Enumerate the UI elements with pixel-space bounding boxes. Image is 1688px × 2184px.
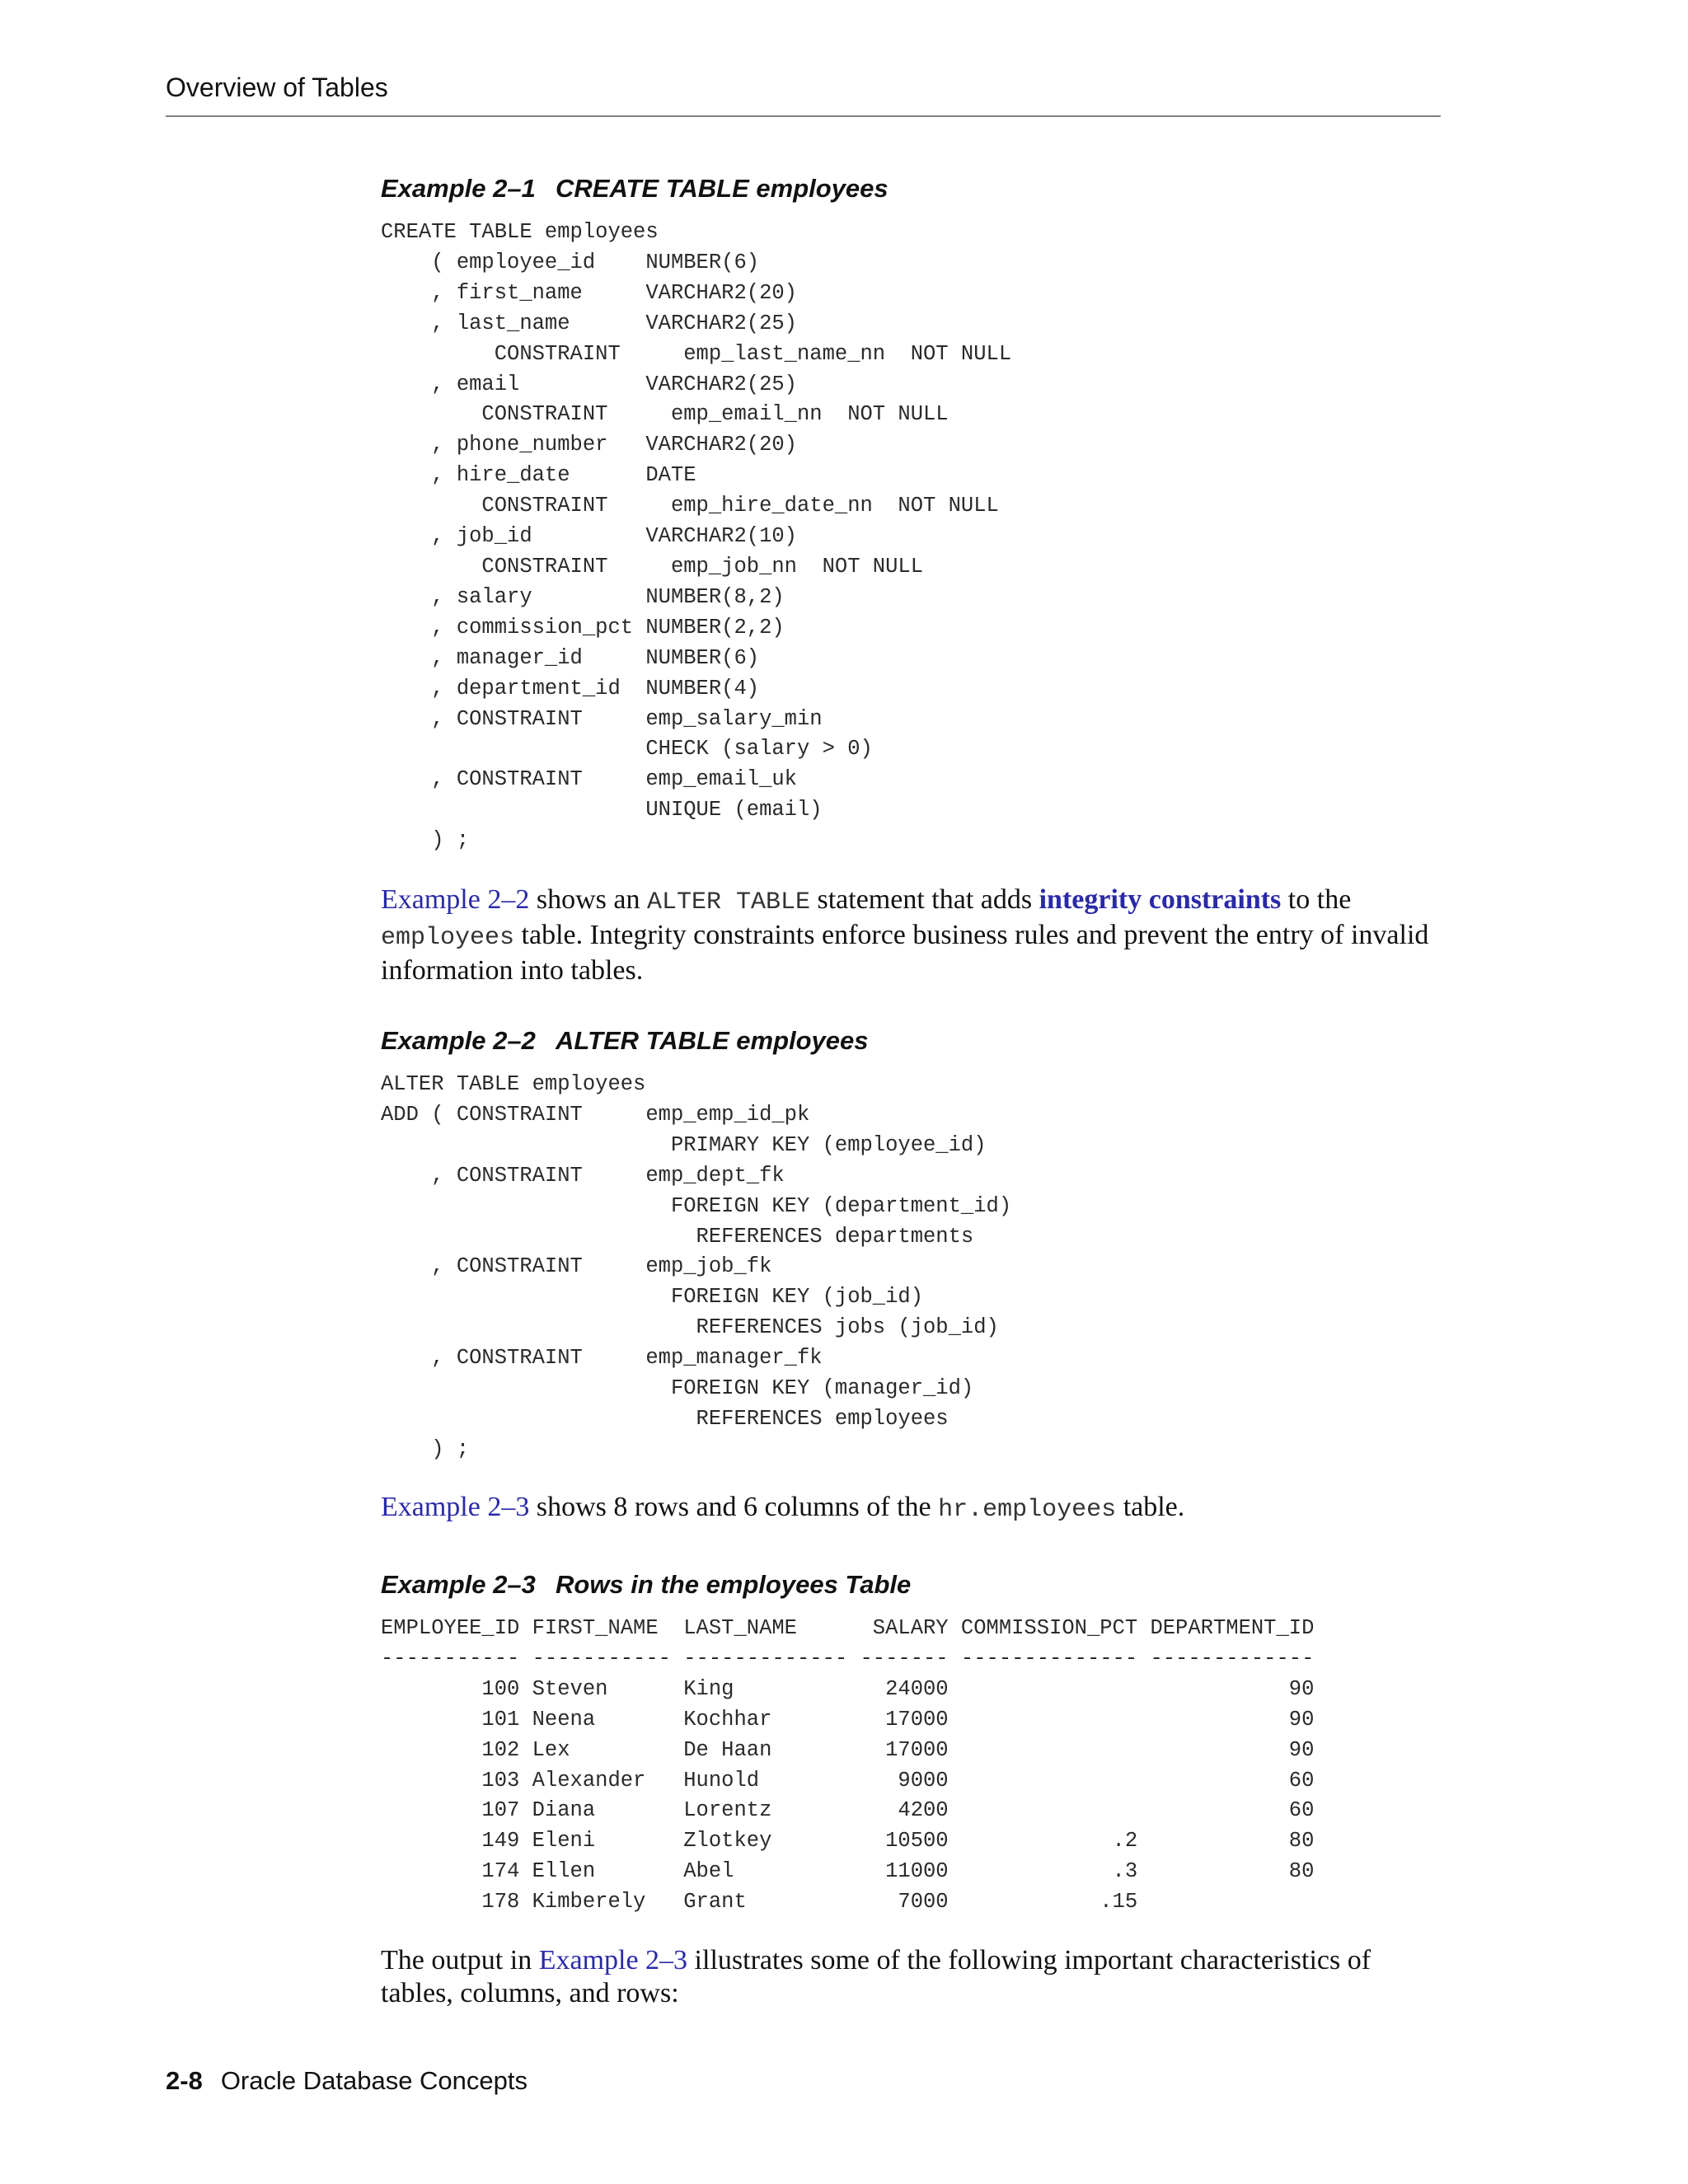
running-header: Overview of Tables	[166, 73, 388, 102]
intro-paragraph-constraints	[381, 883, 1444, 987]
example-title: CREATE TABLE employees	[556, 174, 889, 203]
para-text: to the	[1281, 884, 1352, 915]
link-example-2-2[interactable]: Example 2–2	[381, 884, 530, 915]
para-text: The output in	[381, 1945, 539, 1975]
para-text: statement that adds	[810, 884, 1039, 915]
link-integrity-constraints[interactable]: integrity constraints	[1039, 884, 1282, 915]
para-text: shows an	[529, 884, 647, 915]
page-number: 2-8	[166, 2066, 203, 2095]
link-example-2-3[interactable]: Example 2–3	[538, 1945, 688, 1975]
example-2-1-caption	[381, 174, 889, 204]
example-number: Example 2–1	[381, 174, 536, 203]
alter-table-code: ALTER TABLE employees ADD ( CONSTRAINT emp_emp_id_pk PRIMARY KEY (employee_id) , CONSTRAINT emp_dept_fk FOREIGN KEY (department_id) REFERENCES departments , CONSTRAINT emp_job_fk FOREIGN KEY (job_id) REFERENCES jobs (job_id) , CONSTRAINT emp_manager_fk FOREIGN KEY (manager_id) REFERENCES employees ) ;	[381, 1072, 1012, 1461]
book-title: Oracle Database Concepts	[220, 2066, 528, 2095]
example-number: Example 2–2	[381, 1026, 536, 1055]
intro-paragraph-rows	[381, 1491, 1444, 1526]
inline-code: hr.employees	[938, 1496, 1117, 1524]
create-table-code: CREATE TABLE employees ( employee_id NUMBER(6) , first_name VARCHAR2(20) , last_name VARCHAR2(25) CONSTRAINT emp_last_name_nn NOT NULL , email VARCHAR2(25) CONSTRAINT emp_email_nn NOT NULL , phone_number VARCHAR2(20) , hire_date DATE CONSTRAINT emp_hire_date_nn NOT NULL , job_id VARCHAR2(10) CONSTRAINT emp_job_nn NOT NULL , salary NUMBER(8,2) , commission_pct NUMBER(2,2) , manager_id NUMBER(6) , department_id NUMBER(4) , CONSTRAINT emp_salary_min CHECK (salary > 0) , CONSTRAINT emp_email_uk UNIQUE (email) ) ;	[381, 220, 1012, 853]
example-2-2-caption	[381, 1026, 869, 1056]
para-text: table.	[1116, 1492, 1185, 1522]
inline-code: employees	[381, 924, 515, 952]
inline-code: ALTER TABLE	[646, 888, 810, 916]
employees-rows-output: EMPLOYEE_ID FIRST_NAME LAST_NAME SALARY COMMISSION_PCT DEPARTMENT_ID ----------- ----------- ------------- ------- -------------- ------------- 100 Steven King 24000 90 101 Neena Kochhar 17000 90 102 Lex De Haan 17000 90 103 Alexander Hunold 9000 60 107 Diana Lorentz 4200 60 149 Eleni Zlotkey 10500 .2 80 174 Ellen Abel 11000 .3 80 178 Kimberely Grant 7000 .15	[381, 1616, 1315, 1915]
closing-paragraph	[381, 1944, 1444, 2010]
para-text: table. Integrity constraints enforce business rules and prevent the entry of invalid information into tables.	[381, 920, 1429, 986]
para-text: shows 8 rows and 6 columns of the	[529, 1492, 939, 1522]
example-number: Example 2–3	[381, 1570, 536, 1599]
header-rule	[166, 115, 1441, 117]
example-title: Rows in the employees Table	[556, 1570, 912, 1599]
example-title: ALTER TABLE employees	[556, 1026, 869, 1055]
page-footer	[166, 2066, 528, 2096]
link-example-2-3[interactable]: Example 2–3	[381, 1492, 530, 1522]
para-text: illustrates some of the following important characteristics of tables, columns, and rows:	[381, 1945, 1372, 2008]
example-2-3-caption	[381, 1570, 911, 1600]
